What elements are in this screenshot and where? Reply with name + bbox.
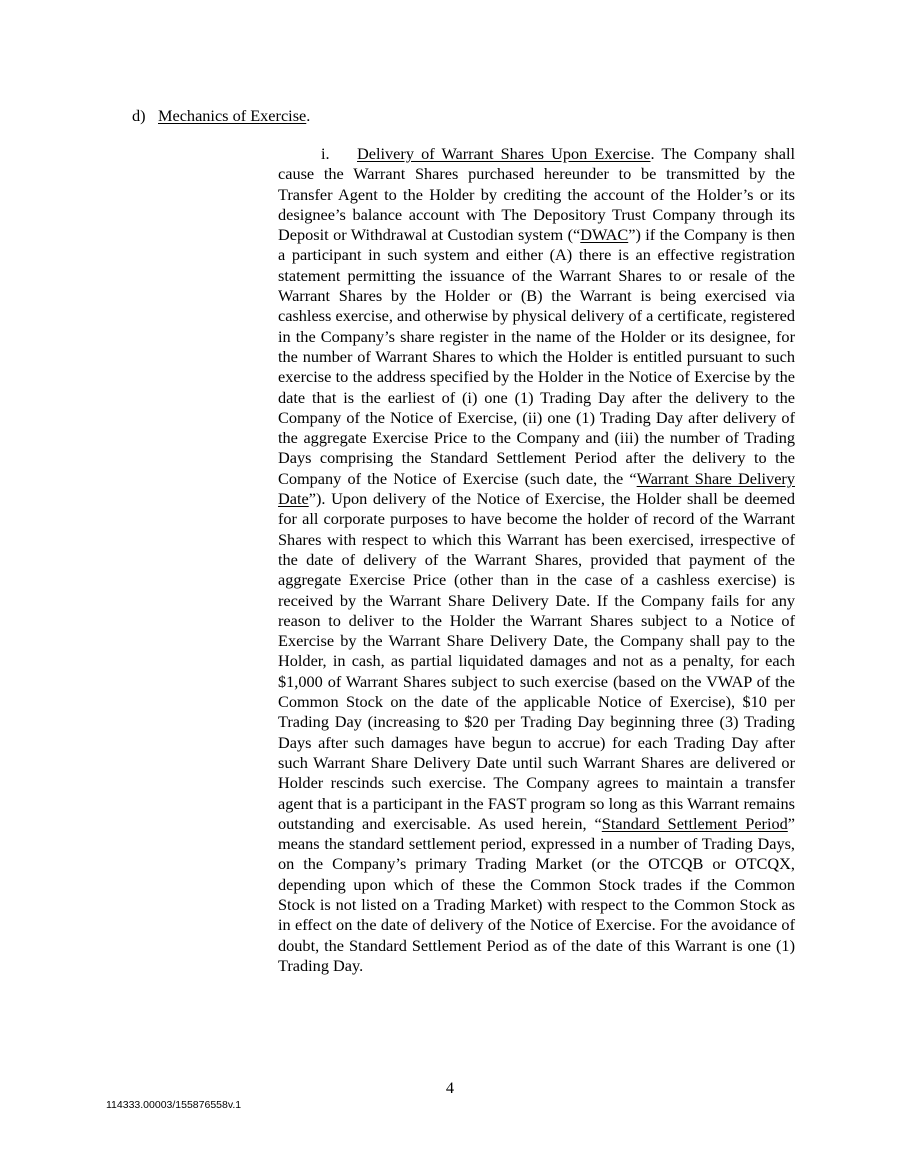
defined-term-warrant-share-delivery-date: Warrant Share Delivery Date: [278, 468, 795, 509]
section-heading: [132, 106, 310, 126]
section-marker: d): [132, 106, 146, 125]
paragraph-text-1: . The Company shall cause the Warrant Shares purchased hereunder to be transmitted by the Transfer Agent to the Holder by crediting the account of the Holder’s or its designee’s balance account with The Depository Trust Company through its Deposit or Withdrawal at Custodian system (“: [278, 144, 795, 245]
paragraph-text-3: ”). Upon delivery of the Notice of Exercise, the Holder shall be deemed for all corporate purposes to have become the holder of record of the Warrant Shares with respect to which this Warrant has been exercised, irrespective of the date of delivery of the Warrant Shares, provided that payment of the aggregate Exercise Price (other than in the case of a cashless exercise) is received by the Warrant Share Delivery Date. If the Company fails for any reason to deliver to the Holder the Warrant Shares subject to a Notice of Exercise by the Warrant Share Delivery Date, the Company shall pay to the Holder, in cash, as partial liquidated damages and not as a penalty, for each $1,000 of Warrant Shares subject to such exercise (based on the VWAP of the Common Stock on the date of the applicable Notice of Exercise), $10 per Trading Day (increasing to $20 per Trading Day beginning three (3) Trading Days after such damages have begun to accrue) for each Trading Day after such Warrant Share Delivery Date until such Warrant Shares are delivered or Holder rescinds such exercise. The Company agrees to maintain a transfer agent that is a participant in the FAST program so long as this Warrant remains outstanding and exercisable. As used herein, “: [278, 489, 795, 833]
item-marker: i.: [321, 144, 330, 163]
page-number: 4: [445, 1078, 455, 1097]
paragraph-text-2: ”) if the Company is then a participant in such system and either (A) there is an effective registration statement permitting the issuance of the Warrant Shares to or resale of the Warrant Shares by the Holder or (B) the Warrant is being exercised via cashless exercise, and otherwise by physical delivery of a certificate, registered in the Company’s share register in the name of the Holder or its designee, for the number of Warrant Shares to which the Holder is entitled pursuant to such exercise to the address specified by the Holder in the Notice of Exercise by the date that is the earliest of (i) one (1) Trading Day after the delivery to the Company of the Notice of Exercise, (ii) one (1) Trading Day after delivery of the aggregate Exercise Price to the Company and (iii) the number of Trading Days comprising the Standard Settlement Period after the delivery to the Company of the Notice of Exercise (such date, the “: [278, 225, 795, 488]
defined-term-dwac: DWAC: [580, 225, 629, 245]
item-title: Delivery of Warrant Shares Upon Exercise: [357, 144, 651, 163]
section-title-period: .: [306, 106, 311, 125]
item-paragraph: [278, 144, 795, 976]
defined-term-standard-settlement-period: Standard Settlement Period: [601, 813, 788, 833]
document-id: 114333.00003/155876558v.1: [106, 1099, 242, 1111]
section-title: Mechanics of Exercise: [158, 106, 307, 125]
paragraph-text-4: ” means the standard settlement period, expressed in a number of Trading Days, on the Company’s primary Trading Market (or the OTCQB or OTCQX, depending upon which of these the Common Stock trades if the Common Stock is not listed on a Trading Market) with respect to the Common Stock as in effect on the date of delivery of the Notice of Exercise. For the avoidance of doubt, the Standard Settlement Period as of the date of this Warrant is one (1) Trading Day.: [278, 813, 796, 975]
